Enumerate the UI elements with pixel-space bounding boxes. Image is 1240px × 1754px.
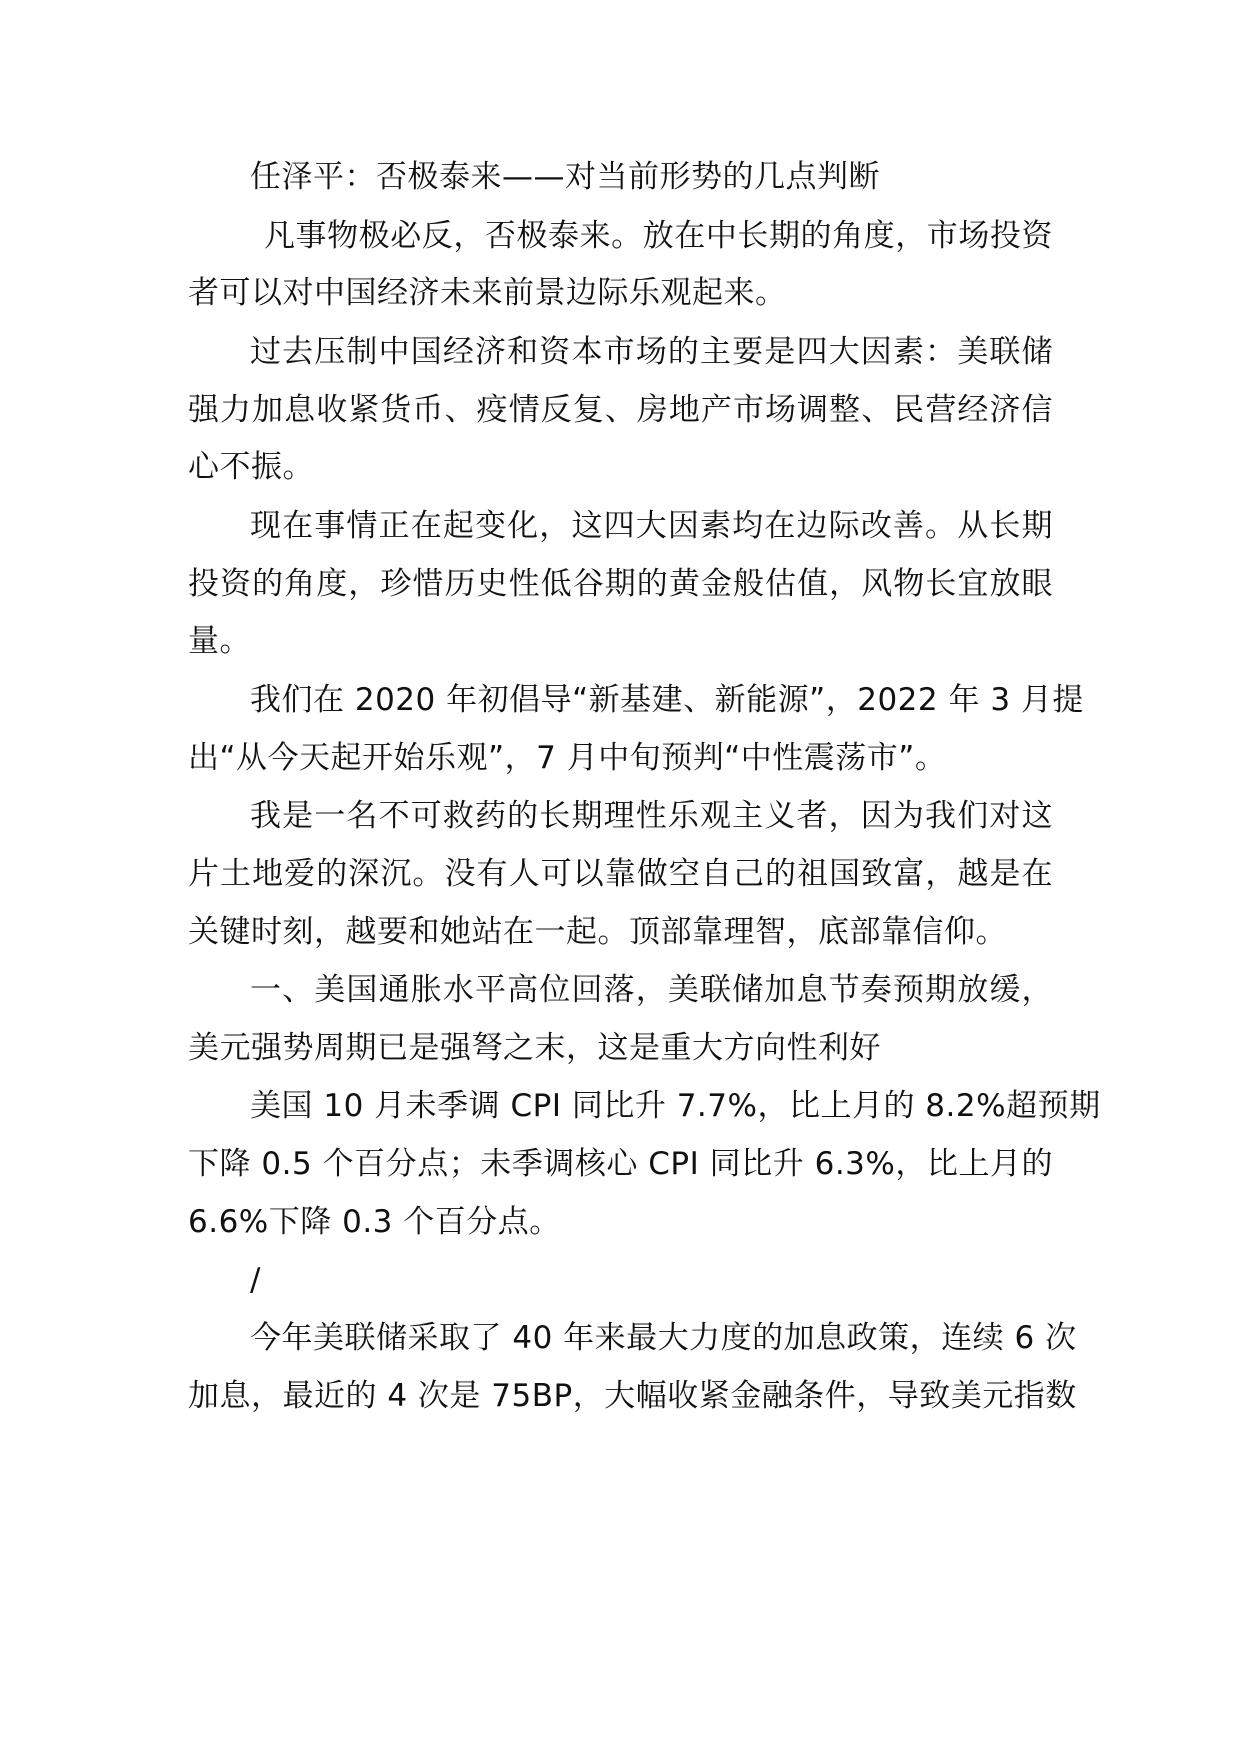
paragraph-line: 投资的角度，珍惜历史性低谷期的黄金般估值，风物长宜放眼 bbox=[188, 566, 1053, 602]
paragraph-line: 量。 bbox=[188, 623, 251, 659]
section-heading-line: 美元强势周期已是强弩之末，这是重大方向性利好 bbox=[188, 1030, 881, 1066]
paragraph-line: 者可以对中国经济未来前景边际乐观起来。 bbox=[188, 275, 787, 311]
paragraph-line: 强力加息收紧货币、疫情反复、房地产市场调整、民营经济信 bbox=[188, 392, 1053, 428]
paragraph-line: 片土地爱的深沉。没有人可以靠做空自己的祖国致富，越是在 bbox=[188, 856, 1053, 892]
paragraph-line: 6.6%下降 0.3 个百分点。 bbox=[188, 1204, 561, 1240]
paragraph-line: 心不振。 bbox=[188, 449, 314, 485]
paragraph-line: 凡事物极必反，否极泰来。放在中长期的角度，市场投资 bbox=[264, 218, 1053, 254]
paragraph-line: 我是一名不可救药的长期理性乐观主义者，因为我们对这 bbox=[250, 798, 1053, 834]
paragraph-line: 加息，最近的 4 次是 75BP，大幅收紧金融条件，导致美元指数 bbox=[188, 1378, 1077, 1414]
paragraph-line: 出“从今天起开始乐观”，7 月中旬预判“中性震荡市”。 bbox=[188, 740, 947, 776]
section-heading-line: 一、美国通胀水平高位回落，美联储加息节奏预期放缓， bbox=[250, 972, 1053, 1008]
paragraph-line: 我们在 2020 年初倡导“新基建、新能源”，2022 年 3 月提 bbox=[250, 682, 1084, 718]
paragraph-line: 关键时刻，越要和她站在一起。顶部靠理智，底部靠信仰。 bbox=[188, 914, 1007, 950]
paragraph-line: 过去压制中国经济和资本市场的主要是四大因素：美联储 bbox=[250, 334, 1053, 370]
paragraph-line: 现在事情正在起变化，这四大因素均在边际改善。从长期 bbox=[250, 508, 1053, 544]
paragraph-line: 美国 10 月未季调 CPI 同比升 7.7%，比上月的 8.2%超预期 bbox=[250, 1088, 1101, 1124]
paragraph-line: 下降 0.5 个百分点；未季调核心 CPI 同比升 6.3%，比上月的 bbox=[188, 1146, 1053, 1182]
slash-mark: / bbox=[250, 1262, 261, 1298]
paragraph-line: 今年美联储采取了 40 年来最大力度的加息政策，连续 6 次 bbox=[250, 1320, 1077, 1356]
document-title: 任泽平：否极泰来——对当前形势的几点判断 bbox=[250, 159, 880, 195]
